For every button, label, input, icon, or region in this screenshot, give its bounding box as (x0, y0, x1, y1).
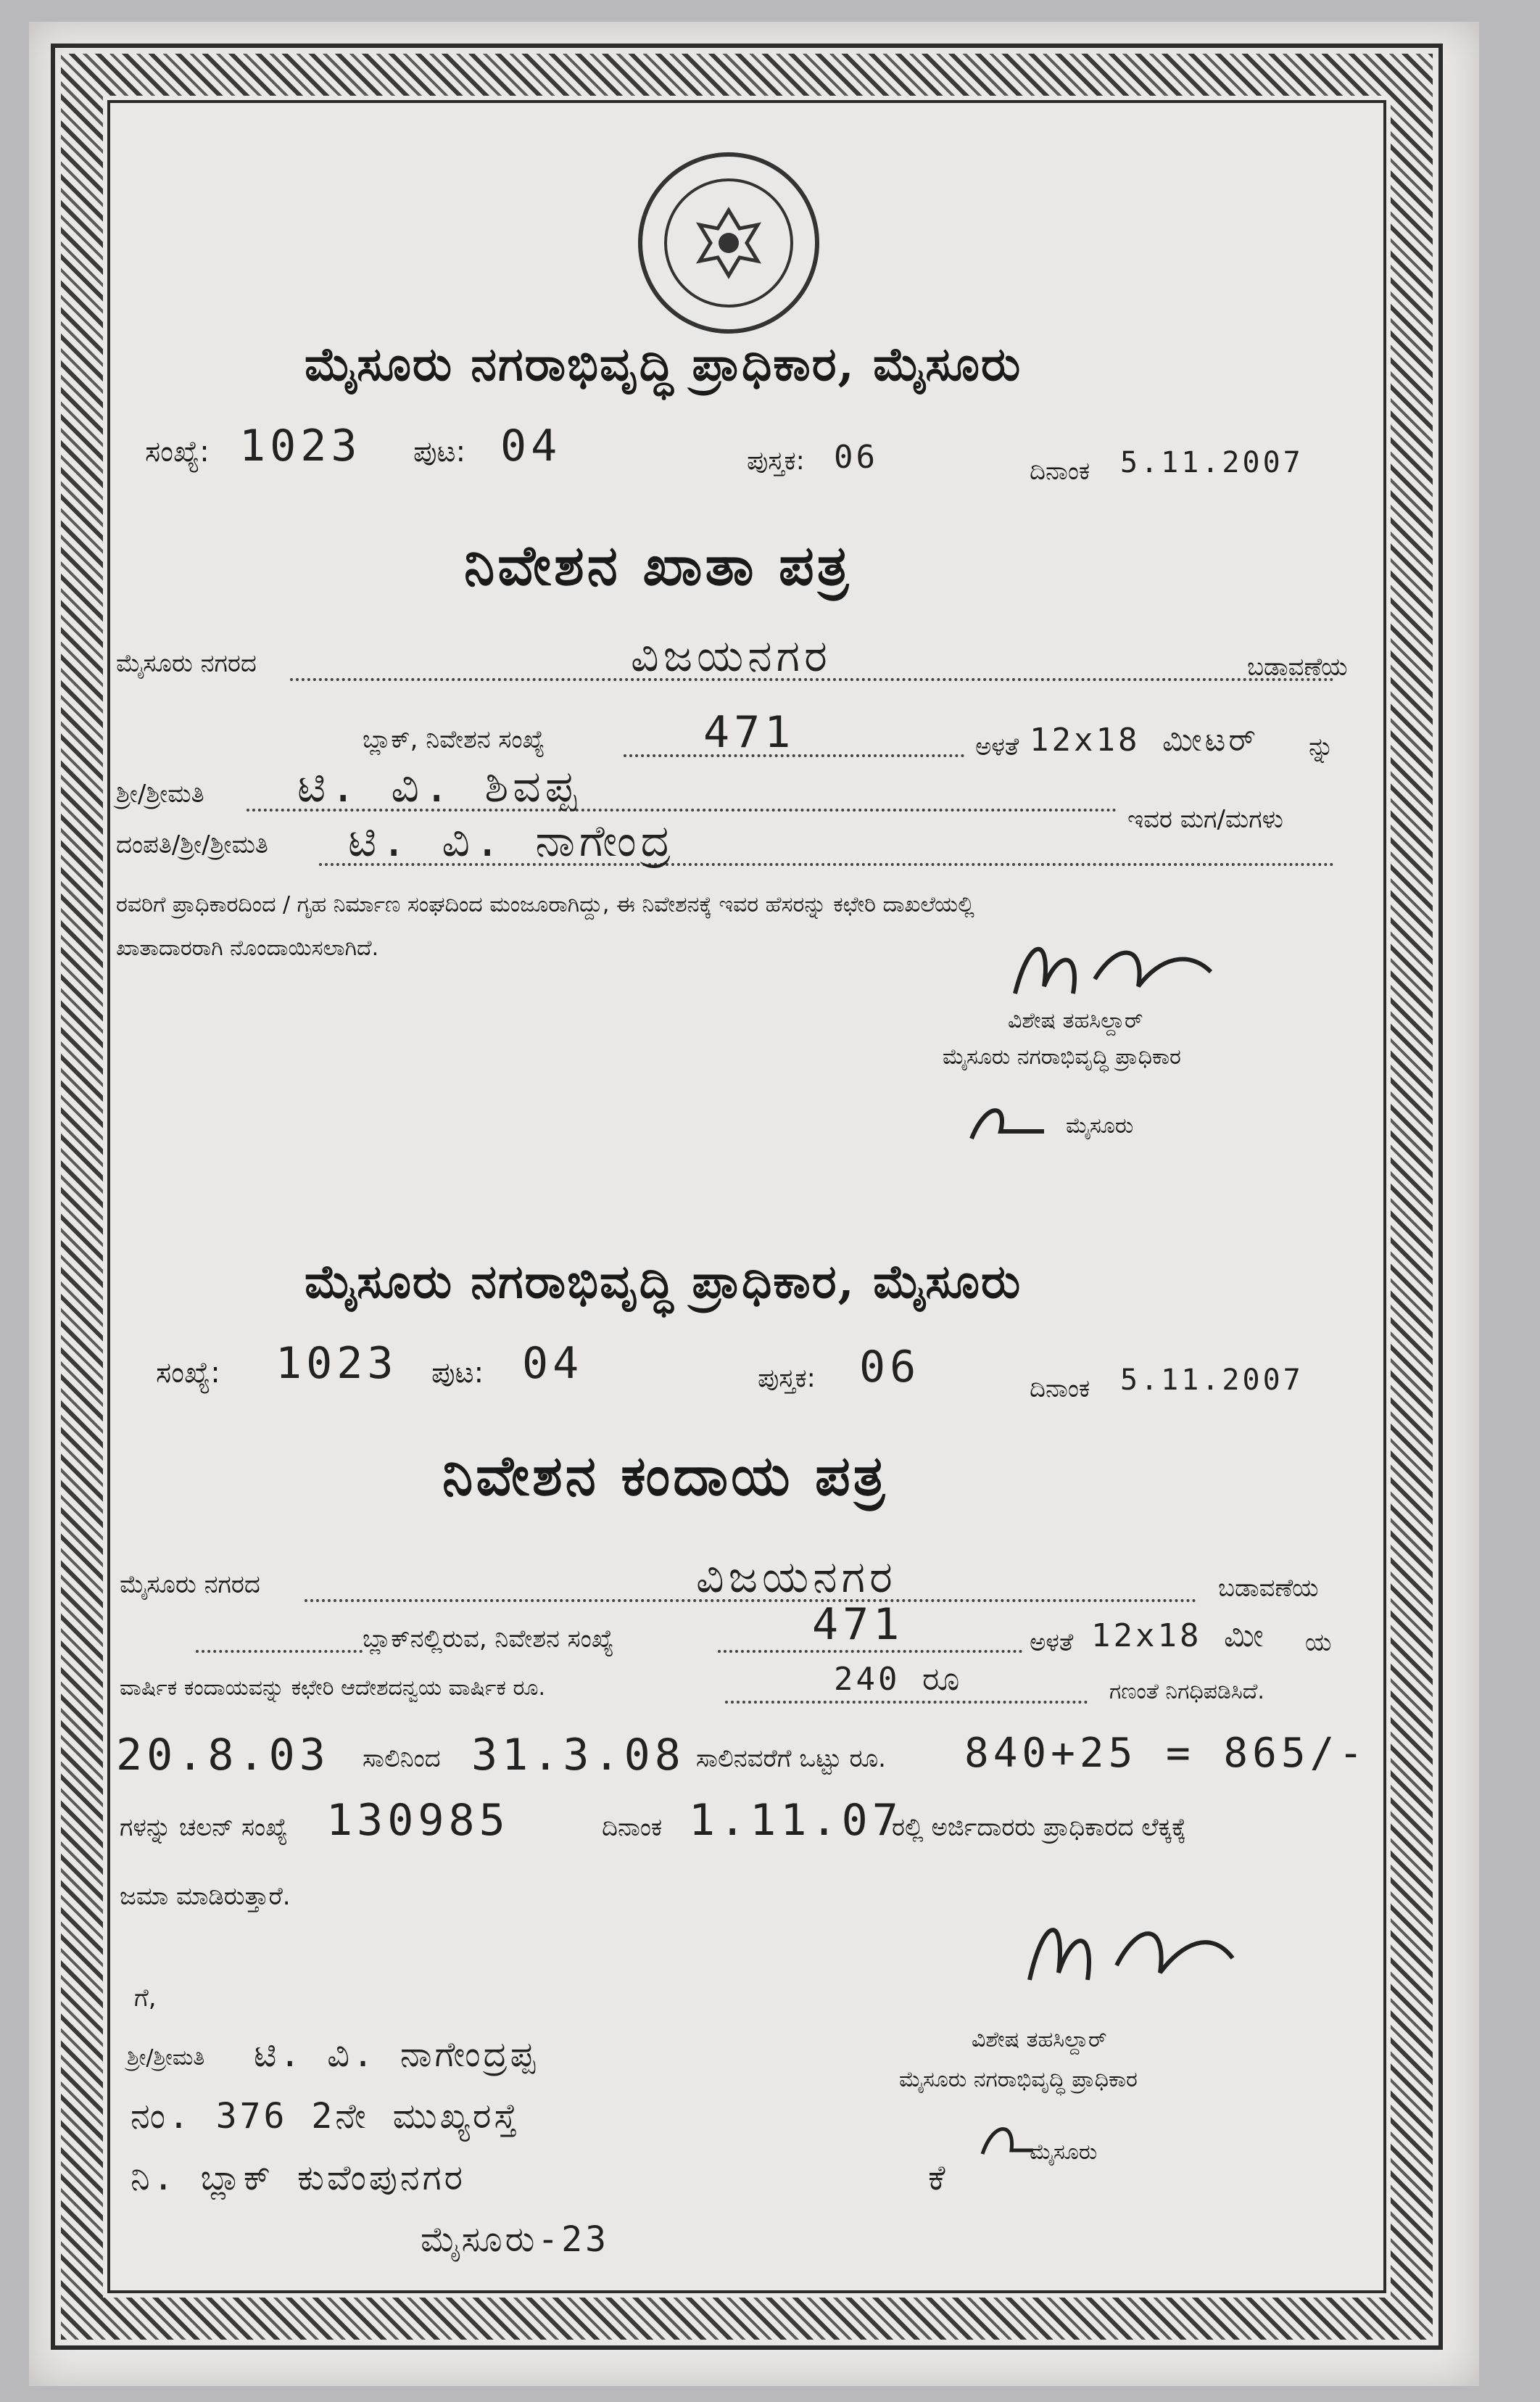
top-initials (957, 1095, 1059, 1153)
bottom-pustaka-label: ಪುಸ್ತಕ: (758, 1363, 816, 1393)
bottom-heading: ಮೈಸೂರು ನಗರಾಭಿವೃದ್ಧಿ ಪ್ರಾಧಿಕಾರ, ಮೈಸೂರು (305, 1255, 1022, 1309)
bottom-to-label: ಶ್ರೀ/ಶ್ರೀಮತಿ (127, 2045, 205, 2071)
top-city-label: ಮೈಸೂರು ನಗರದ (116, 649, 257, 678)
top-block-label: ಬ್ಲಾಕ್, ನಿವೇಶನ ಸಂಖ್ಯೆ (363, 725, 545, 754)
bottom-city-label: ಮೈಸೂರು ನಗರದ (120, 1570, 260, 1599)
seal-emblem-icon (664, 178, 793, 308)
bottom-dinanka-value: 5.11.2007 (1120, 1363, 1304, 1397)
authority-seal (638, 152, 819, 334)
bottom-signature (1015, 1900, 1254, 2016)
bottom-badavane-label: ಬಡಾವಣೆಯ (1218, 1574, 1319, 1603)
bottom-stamp-line1: ವಿಶೇಷ ತಹಸಿಲ್ದಾರ್ (972, 2027, 1107, 2052)
bottom-to-name: ಟಿ. ವಿ. ನಾಗೇಂದ್ರಪ್ಪ (254, 2034, 539, 2075)
top-dinanka-value: 5.11.2007 (1120, 446, 1304, 479)
top-site-no: 471 (703, 707, 795, 758)
top-sankhye-value: 1023 (239, 421, 362, 471)
bottom-varshika-label: ವಾರ್ಷಿಕ ಕಂದಾಯವನ್ನು ಕಛೇರಿ ಆದೇಶದನ್ವಯ ವಾರ್ಷಿಕ ರೂ. (120, 1675, 546, 1701)
dotted-line (725, 1701, 1088, 1704)
top-badavane-label: ಬಡಾವಣೆಯ (1247, 653, 1348, 682)
bottom-ya: ಯ (1305, 1628, 1332, 1657)
top-shri-value: ಟಿ. ವಿ. ಶಿವಪ್ಪ (297, 762, 581, 812)
top-signature (1001, 921, 1233, 1023)
top-puta-value: 04 (500, 421, 562, 471)
top-stamp-line2: ಮೈಸೂರು ನಗರಾಭಿವೃದ್ಧಿ ಪ್ರಾಧಿಕಾರ (943, 1044, 1181, 1070)
top-heading: ಮೈಸೂರು ನಗರಾಭಿವೃದ್ಧಿ ಪ್ರಾಧಿಕಾರ, ಮೈಸೂರು (305, 337, 1022, 392)
bottom-puta-value: 04 (522, 1338, 584, 1389)
bottom-para-tail: ರಲ್ಲಿ ಅರ್ಜಿದಾರರು ಪ್ರಾಧಿಕಾರದ ಲೆಕ್ಕಕ್ಕೆ (892, 1813, 1187, 1842)
top-nnu: ನ್ನು (1309, 732, 1334, 762)
bottom-amount: 840+25 = 865/- (964, 1730, 1368, 1777)
bottom-salinavarege: ಸಾಲಿನವರೆಗೆ ಒಟ್ಟು ರೂ. (696, 1744, 886, 1773)
bottom-from-date: 20.8.03 (116, 1730, 330, 1780)
bottom-addr1: ನಂ. 376 2ನೇ ಮುಖ್ಯರಸ್ತೆ (131, 2096, 520, 2137)
top-para1: ರವರಿಗೆ ಪ್ರಾಧಿಕಾರದಿಂದ / ಗೃಹ ನಿರ್ಮಾಣ ಸಂಘದಿಂದ ಮಂಜೂರಾಗಿದ್ದು, ಈ ನಿವೇಶನಕ್ಕೆ ಇವರ ಹೆಸರನ್ನು ಕಛೇರಿ ದಾಖಲೆಯಲ್ಲಿ (116, 892, 974, 917)
top-puta-label: ಪುಟ: (413, 435, 466, 469)
top-alate-value: 12x18 ಮೀಟರ್ (1030, 722, 1259, 759)
top-sankhye-label: ಸಂಖ್ಯೆ: (145, 435, 210, 469)
bottom-puta-label: ಪುಟ: (431, 1356, 484, 1390)
top-shri-label: ಶ್ರೀ/ಶ್ರೀಮತಿ (116, 780, 204, 809)
bottom-stamp-line3: ಮೈಸೂರು (1030, 2139, 1098, 2165)
top-area-value: ವಿಜಯನಗರ (631, 631, 832, 682)
bottom-challan-label: ಗಳನ್ನು ಚಲನ್ ಸಂಖ್ಯೆ (120, 1813, 288, 1842)
bottom-sankhye-label: ಸಂಖ್ಯೆ: (156, 1356, 220, 1390)
bottom-stamp-line2: ಮೈಸೂರು ನಗರಾಭಿವೃದ್ಧಿ ಪ್ರಾಧಿಕಾರ (899, 2067, 1138, 2092)
bottom-alate-label: ಅಳತೆ (1030, 1628, 1074, 1657)
top-dampati-value: ಟಿ. ವಿ. ನಾಗೇಂದ್ರ (348, 816, 676, 867)
top-title: ನಿವೇಶನ ಖಾತಾ ಪತ್ರ (464, 533, 852, 598)
bottom-block-label: ಬ್ಲಾಕ್‌ನಲ್ಲಿರುವ, ನಿವೇಶನ ಸಂಖ್ಯೆ (363, 1625, 614, 1654)
bottom-title: ನಿವೇಶನ ಕಂದಾಯ ಪತ್ರ (442, 1443, 888, 1508)
bottom-ge: ಗೆ, (134, 1984, 157, 2013)
bottom-addr-extra: ಕೆ (928, 2158, 948, 2198)
bottom-challan-no: 130985 (326, 1795, 510, 1846)
bottom-addr3: ಮೈಸೂರು-23 (421, 2219, 610, 2260)
bottom-to-date: 31.3.08 (471, 1730, 685, 1780)
bottom-area-value: ವಿಜಯನಗರ (696, 1552, 897, 1603)
top-pustaka-value: 06 (834, 439, 878, 476)
bottom-addr2: ನಿ. ಬ್ಲಾಕ್ ಕುವೆಂಪುನಗರ (131, 2158, 465, 2198)
bottom-initials (972, 2118, 1037, 2168)
top-ivara-label: ಇವರ ಮಗ/ಮಗಳು (1127, 805, 1283, 834)
dotted-line (718, 1650, 1022, 1653)
top-pustaka-label: ಪುಸ್ತಕ: (747, 446, 805, 476)
bottom-dinanka-label: ದಿನಾಂಕ (1030, 1374, 1090, 1403)
top-para2: ಖಾತಾದಾರರಾಗಿ ನೊಂದಾಯಿಸಲಾಗಿದೆ. (116, 936, 379, 961)
bottom-jama: ಜಮಾ ಮಾಡಿರುತ್ತಾರೆ. (120, 1882, 291, 1911)
bottom-varshika-value: 240 ರೂ (834, 1661, 963, 1698)
bottom-site-no: 471 (812, 1599, 904, 1650)
top-stamp-line3: ಮೈಸೂರು (1066, 1113, 1134, 1139)
dotted-line (196, 1650, 363, 1653)
bottom-pustaka-value: 06 (859, 1342, 921, 1392)
bottom-dinanka2-label: ದಿನಾಂಕ (602, 1813, 663, 1842)
top-stamp-line1: ವಿಶೇಷ ತಹಸಿಲ್ದಾರ್ (1008, 1008, 1143, 1033)
top-dinanka-label: ದಿನಾಂಕ (1030, 457, 1090, 486)
bottom-alate-value: 12x18 ಮೀ (1091, 1617, 1267, 1654)
top-alate-label: ಅಳತೆ (975, 732, 1019, 762)
bottom-salininda: ಸಾಲಿನಿಂದ (363, 1744, 441, 1773)
top-dampati-label: ದಂಪತಿ/ಶ್ರೀ/ಶ್ರೀಮತಿ (116, 830, 268, 859)
bottom-sankhye-value: 1023 (276, 1338, 398, 1389)
bottom-ganate-label: ಗಣಂತೆ ನಿಗಧಿಪಡಿಸಿದೆ. (1109, 1679, 1264, 1704)
bottom-challan-date: 1.11.07 (689, 1795, 903, 1846)
